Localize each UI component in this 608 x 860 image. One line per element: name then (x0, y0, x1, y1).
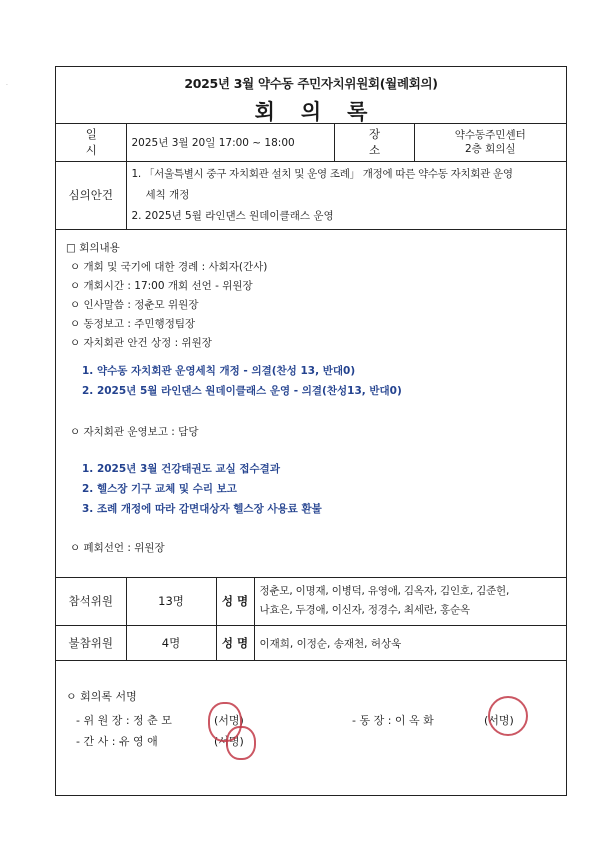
present-names-line-2: 나효은, 두경애, 이신자, 정경수, 최세란, 홍순옥 (259, 604, 470, 617)
content-item: ㅇ 자치회관 안건 상정 : 위원장 (70, 336, 212, 349)
absent-count: 4명 (126, 626, 216, 661)
chair-sign-mark: (서명) (214, 714, 244, 727)
dong-head-sign-mark: (서명) (484, 714, 514, 727)
content-item: ㅇ 동정보고 : 주민행정팀장 (70, 317, 196, 330)
present-names-line-1: 정춘모, 이명재, 이병덕, 유영애, 김옥자, 김인호, 김준헌, (259, 585, 510, 598)
minutes-document (55, 66, 567, 796)
report-item: 3. 조례 개정에 따라 감면대상자 헬스장 사용료 환불 (82, 502, 322, 515)
absent-names: 이재희, 이정순, 송재천, 허상욱 (254, 626, 566, 661)
report-item: 2. 헬스장 기구 교체 및 수리 보고 (82, 482, 237, 495)
closing-item: ㅇ 폐회선언 : 위원장 (70, 541, 165, 554)
secretary-seal-stamp (226, 726, 256, 760)
meeting-info-table (56, 124, 566, 230)
content-item: ㅇ 인사말씀 : 정춘모 위원장 (70, 298, 199, 311)
agenda-item-1: 1. 「서울특별시 중구 자치회관 설치 및 운영 조례」 개정에 따른 약수동 자치회관 운영 (131, 167, 513, 180)
secretary-sign-mark: (서명) (214, 735, 244, 748)
present-name-label: 성 명 (216, 578, 254, 626)
chair-signature-line: - 위 원 장 : 정 춘 모 (76, 714, 172, 727)
agenda-label: 심의안건 (56, 161, 126, 229)
date-value: 2025년 3월 20일 17:00 ~ 18:00 (126, 124, 334, 161)
place-value-line-2: 2층 회의실 (464, 143, 516, 156)
place-label: 장 소 (334, 124, 414, 161)
secretary-signature-line: - 간 사 : 유 영 애 (76, 735, 158, 748)
place-value (414, 124, 566, 161)
report-title: ㅇ 자치회관 운영보고 : 담당 (70, 425, 199, 438)
document-header (56, 67, 566, 124)
absent-label: 불참위원 (56, 626, 126, 661)
agenda-item-2: 2. 2025년 5월 라인댄스 원데이클래스 운영 (131, 209, 334, 222)
date-label: 일 시 (56, 124, 126, 161)
attendance-table (56, 578, 566, 662)
document-type: 회의록 (254, 100, 394, 124)
report-item: 1. 2025년 3월 건강태권도 교실 접수결과 (82, 462, 280, 475)
content-item: ㅇ 개회 및 국기에 대한 경례 : 사회자(간사) (70, 260, 268, 273)
agenda-value (126, 161, 566, 229)
present-count: 13명 (126, 578, 216, 626)
place-value-line-1: 약수동주민센터 (454, 129, 526, 142)
meeting-title: 2025년 3월 약수동 주민자치위원회(월례회의) (184, 76, 438, 91)
present-label: 참석위원 (56, 578, 126, 626)
decision-item: 2. 2025년 5월 라인댄스 원데이클래스 운영 - 의결(찬성13, 반대0) (82, 384, 402, 397)
margin-mark: · (6, 82, 8, 89)
absent-name-label: 성 명 (216, 626, 254, 661)
present-names (254, 578, 566, 626)
dong-head-seal-stamp (488, 696, 528, 736)
content-section-title: □ 회의내용 (66, 241, 120, 254)
decision-item: 1. 약수동 자치회관 운영세칙 개정 - 의결(찬성 13, 반대0) (82, 364, 356, 377)
meeting-content (56, 230, 566, 578)
agenda-item-1-cont: 세칙 개정 (145, 188, 190, 201)
signature-title: ㅇ 회의록 서명 (66, 690, 137, 703)
content-item: ㅇ 개회시간 : 17:00 개회 선언 - 위원장 (70, 279, 253, 292)
dong-head-signature-line: - 동 장 : 이 옥 화 (352, 714, 434, 727)
